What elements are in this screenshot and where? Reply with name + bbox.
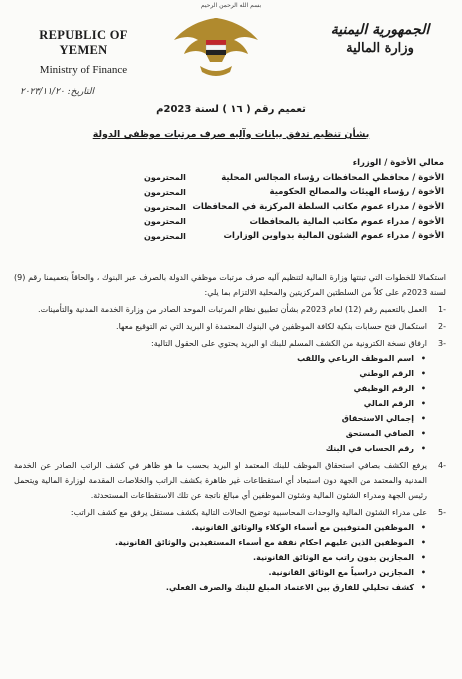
letterhead-english: [16, 28, 151, 76]
basmala: بسم الله الرحمن الرحيم: [200, 2, 262, 9]
list-item: • إجمالي الاستحقاق: [14, 411, 414, 426]
addressee-list: [144, 156, 444, 244]
circular-subject: بشأن تنظيم تدفق بيانات وآليه صرف مرتبات موظفي الدولة: [92, 129, 370, 140]
republic-name-en: REPUBLIC OF YEMEN: [39, 28, 128, 57]
yemen-eagle-emblem-icon: [170, 10, 262, 82]
list-item: • الصافي المستحق: [14, 426, 414, 441]
list-item: • اسم الموظف الرباعي واللقب: [14, 351, 414, 366]
numbered-item: -2 استكمال فتح حسابات بنكية لكافة الموظفين في البنوك المعتمدة او البريد التي تم التوقيع معها.: [116, 322, 446, 331]
case-list: [14, 520, 446, 595]
list-item: • المجازين بدون راتب مع الوثائق القانونية.: [14, 550, 414, 565]
addressee-row: الأخوة / مدراء عموم مكاتب السلطة المركزية في المحافظات المحترمون: [144, 202, 444, 213]
document-body: [14, 270, 446, 595]
addressee-row: الأخوة / محافظي المحافظات رؤساء المجالس المحلية المحترمون: [144, 172, 444, 183]
list-item: • رقم الحساب في البنك: [14, 441, 414, 456]
numbered-item: -4 يرفع الكشف بصافي استحقاق الموظف للبنك المعتمد او البريد بحسب ما هو ظاهر في كشف الراتب الصادر عن الخدمة المدنية والمعتمد من الجهة دون استبعاد أي استقطاعات غير ظاهرة بكشف الراتب والخلاصات المقدمة لوزارة المالية ويتحمل رئيس الجهة ومدراء الشئون المالية وشئون الموظفين أي مبالغ ناتجة عن تلك الاستقطاعات المستحدثة.: [14, 461, 446, 500]
circular-title: تعميم رقم ( ١٦ ) لسنة 2023م: [156, 104, 306, 115]
republic-name-ar: الجمهورية اليمنية: [330, 22, 430, 38]
addressee-row: معالي الأخوة / الوزراء: [352, 158, 444, 169]
ministry-name-en: Ministry of Finance: [39, 64, 128, 76]
list-item: • الرقم الوظيفي: [14, 381, 414, 396]
list-item: • كشف تحليلي للفارق بين الاعتماد المبلغ للبنك والصرف الفعلي.: [14, 580, 414, 595]
addressee-row: الأخوة / رؤساء الهيئات والمصالح الحكومية المحترمون: [144, 187, 444, 198]
list-item: • الموظفين المتوفيين مع أسماء الوكلاء والوثائق القانونية.: [14, 520, 414, 535]
list-item: • المجازين دراسياً مع الوثائق القانونية.: [14, 565, 414, 580]
numbered-item: -3 ارفاق نسخة الكترونية من الكشف المسلم للبنك او البريد يحتوي على الحقول التالية:: [151, 339, 446, 348]
list-item: • الرقم المالي: [14, 396, 414, 411]
field-list: [14, 351, 446, 456]
ministry-name-ar: وزارة المالية: [346, 41, 414, 56]
document-date: التاريخ: ٢٠٢٣/١١/٢٠: [20, 87, 95, 97]
letterhead-arabic: [320, 22, 440, 56]
list-item: • الرقم الوطني: [14, 366, 414, 381]
list-item: • الموظفين الذين عليهم احكام نفقة مع أسماء المستفيدين والوثائق القانونية.: [14, 535, 414, 550]
intro-paragraph: استكمالا للخطوات التي تبنتها وزارة المالية لتنظيم آليه صرف مرتبات موظفي الدولة بالصرف عبر البنوك ، والحاقاً بتعميمنا رقم (9) لسنة 2023م على كلاً من السلطتين المركزيتين والمحلية الالتزام بما يلي:: [14, 273, 446, 297]
addressee-row: الأخوة / مدراء عموم الشئون المالية بدواوين الوزارات المحترمون: [144, 231, 444, 242]
numbered-item: -1 العمل بالتعميم رقم (12) لعام 2023م بشأن تطبيق نظام المرتبات الموحد الصادر من وزارة الخدمة المدنية والتأمينات.: [38, 305, 446, 314]
numbered-item: -5 على مدراء الشئون المالية والوحدات المحاسبية توضيح الحالات التالية بكشف مستقل يرفق مع كشف الراتب:: [70, 508, 446, 517]
addressee-row: الأخوة / مدراء عموم مكاتب المالية بالمحافظات المحترمون: [144, 216, 444, 227]
